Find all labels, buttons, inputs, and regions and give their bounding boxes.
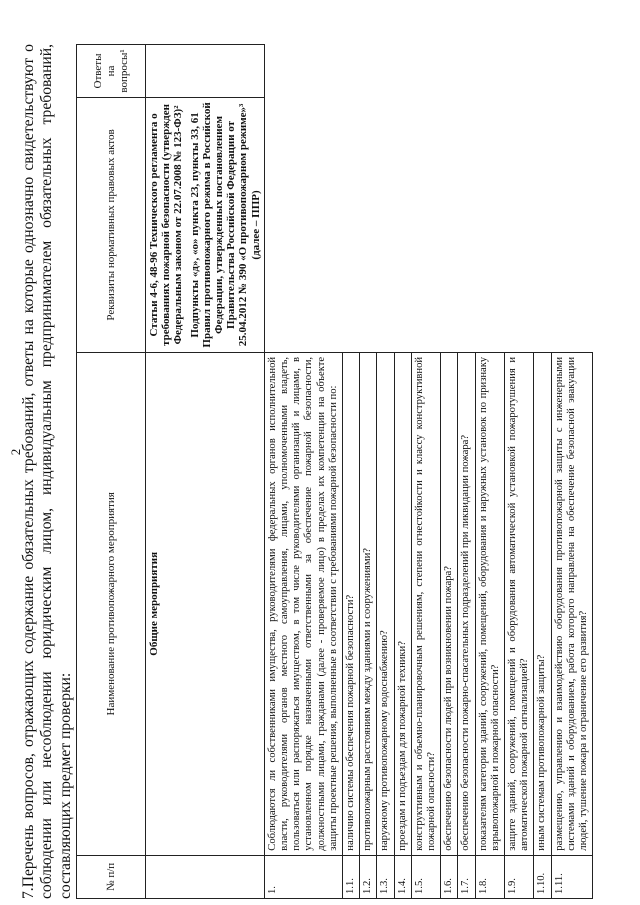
row-number: 1.9.: [505, 855, 534, 898]
heading-line-1: 7.Перечень вопросов, отражающих содержание обязательных требований, ответы на которые однозначно: [20, 176, 37, 899]
row-number: 1.8.: [475, 855, 504, 898]
row-number: 1.7.: [458, 855, 475, 898]
table-section-row: [146, 45, 265, 899]
header-answers: Ответы на вопросы¹: [77, 45, 146, 98]
row-number: 1.6.: [441, 855, 458, 898]
table-header-row: [77, 45, 146, 899]
table-row: [458, 45, 475, 899]
row-text: обеспечению безопасности пожарно-спасательных подразделений при ликвидации пожара?: [458, 352, 475, 855]
row-text: противопожарным расстояниям между зданиями и сооружениями?: [360, 352, 377, 855]
table-row: [394, 45, 411, 899]
table-row: [505, 45, 534, 899]
requisites-paragraph-2: Подпункты «д», «о» пункта 23, пункты 33, 61 Правил противопожарного режима в Российской Федерации, утвержденных постановлением Правительства Российской Федерации от 25.04.2012 № 390 «О противопожарном режиме»³ (далее – ППР): [188, 102, 262, 348]
table-row: [475, 45, 504, 899]
answers-cell: [146, 45, 265, 98]
table-row: [411, 45, 440, 899]
heading-line-2: свидетельствуют о соблюдении или несоблюдении юридическим лицом, индивидуальным предпринимателем обязательных: [20, 44, 56, 899]
row-text: наружному противопожарному водоснабжению?: [377, 352, 394, 855]
row-number: 1.: [264, 855, 342, 898]
row-text: показателям категории зданий, сооружений, помещений, оборудования и наружных установок по признаку взрывопожарной и пожарной опасности?: [475, 352, 504, 855]
heading-line-3: требований, составляющих предмет проверки:: [38, 44, 74, 899]
row-text: иным системам противопожарной защиты?: [534, 352, 551, 855]
header-name: Наименование противопожарного мероприятия: [77, 352, 146, 855]
row-number: 1.3.: [377, 855, 394, 898]
row-number: 1.11.: [551, 855, 593, 898]
row-text: обеспечению безопасности людей при возникновении пожара?: [441, 352, 458, 855]
table-row: [377, 45, 394, 899]
row-text: размещению, управлению и взаимодействию оборудования противопожарной защиты с инженерными системами зданий и оборудованием, работа которого направлена на обеспечение безопасной эвакуации людей, тушение пожара и ограничение его развития?: [551, 352, 593, 855]
section-num-cell: [146, 855, 265, 898]
row-text: Соблюдаются ли собственниками имущества, руководителями федеральных органов исполнительной власти, руководителями органов местного самоуправления, лицами, уполномоченными владеть, пользоваться или распоряжаться имуществом, в том числе руководителями организаций и лицами, в установленном порядке назначенными ответственными за обеспечение пожарной безопасности, должностными лицами, гражданами (далее - проверяемое лицо) в пределах их компетенции на объекте защиты проектные решения, выполненные в соответствии с требованиями пожарной безопасности по:: [264, 352, 342, 855]
table-row: [534, 45, 551, 899]
table-row: [343, 45, 360, 899]
row-number: 1.4.: [394, 855, 411, 898]
table-row: [264, 45, 342, 899]
row-number: 1.1.: [343, 855, 360, 898]
table-row: [551, 45, 593, 899]
row-text: проездам и подъездам для пожарной техники?: [394, 352, 411, 855]
page-number: 2: [8, 448, 23, 456]
row-text: наличию системы обеспечения пожарной безопасности?: [343, 352, 360, 855]
section-heading: [20, 44, 75, 899]
requisites-paragraph-1: Статьи 4-6, 48-96 Технического регламента о требованиях пожарной безопасности (утвержден Федеральным законом от 22.07.2008 № 123-ФЗ)²: [148, 104, 185, 346]
section-title: Общие мероприятия: [146, 352, 265, 855]
row-text: защите зданий, сооружений, помещений и оборудования автоматической установкой пожаротушения и автоматической пожарной сигнализацией?: [505, 352, 534, 855]
table-row: [441, 45, 458, 899]
header-num: № п/п: [77, 855, 146, 898]
table-row: [360, 45, 377, 899]
requirements-table: [76, 44, 593, 899]
row-number: 1.2.: [360, 855, 377, 898]
requisites-cell: [146, 97, 265, 352]
row-number: 1.10.: [534, 855, 551, 898]
row-number: 1.5.: [411, 855, 440, 898]
row-text: конструктивным и объемно-планировочным решениям, степени огнестойкости и классу конструктивной пожарной опасности?: [411, 352, 440, 855]
header-requisites: Реквизиты нормативных правовых актов: [77, 97, 146, 352]
